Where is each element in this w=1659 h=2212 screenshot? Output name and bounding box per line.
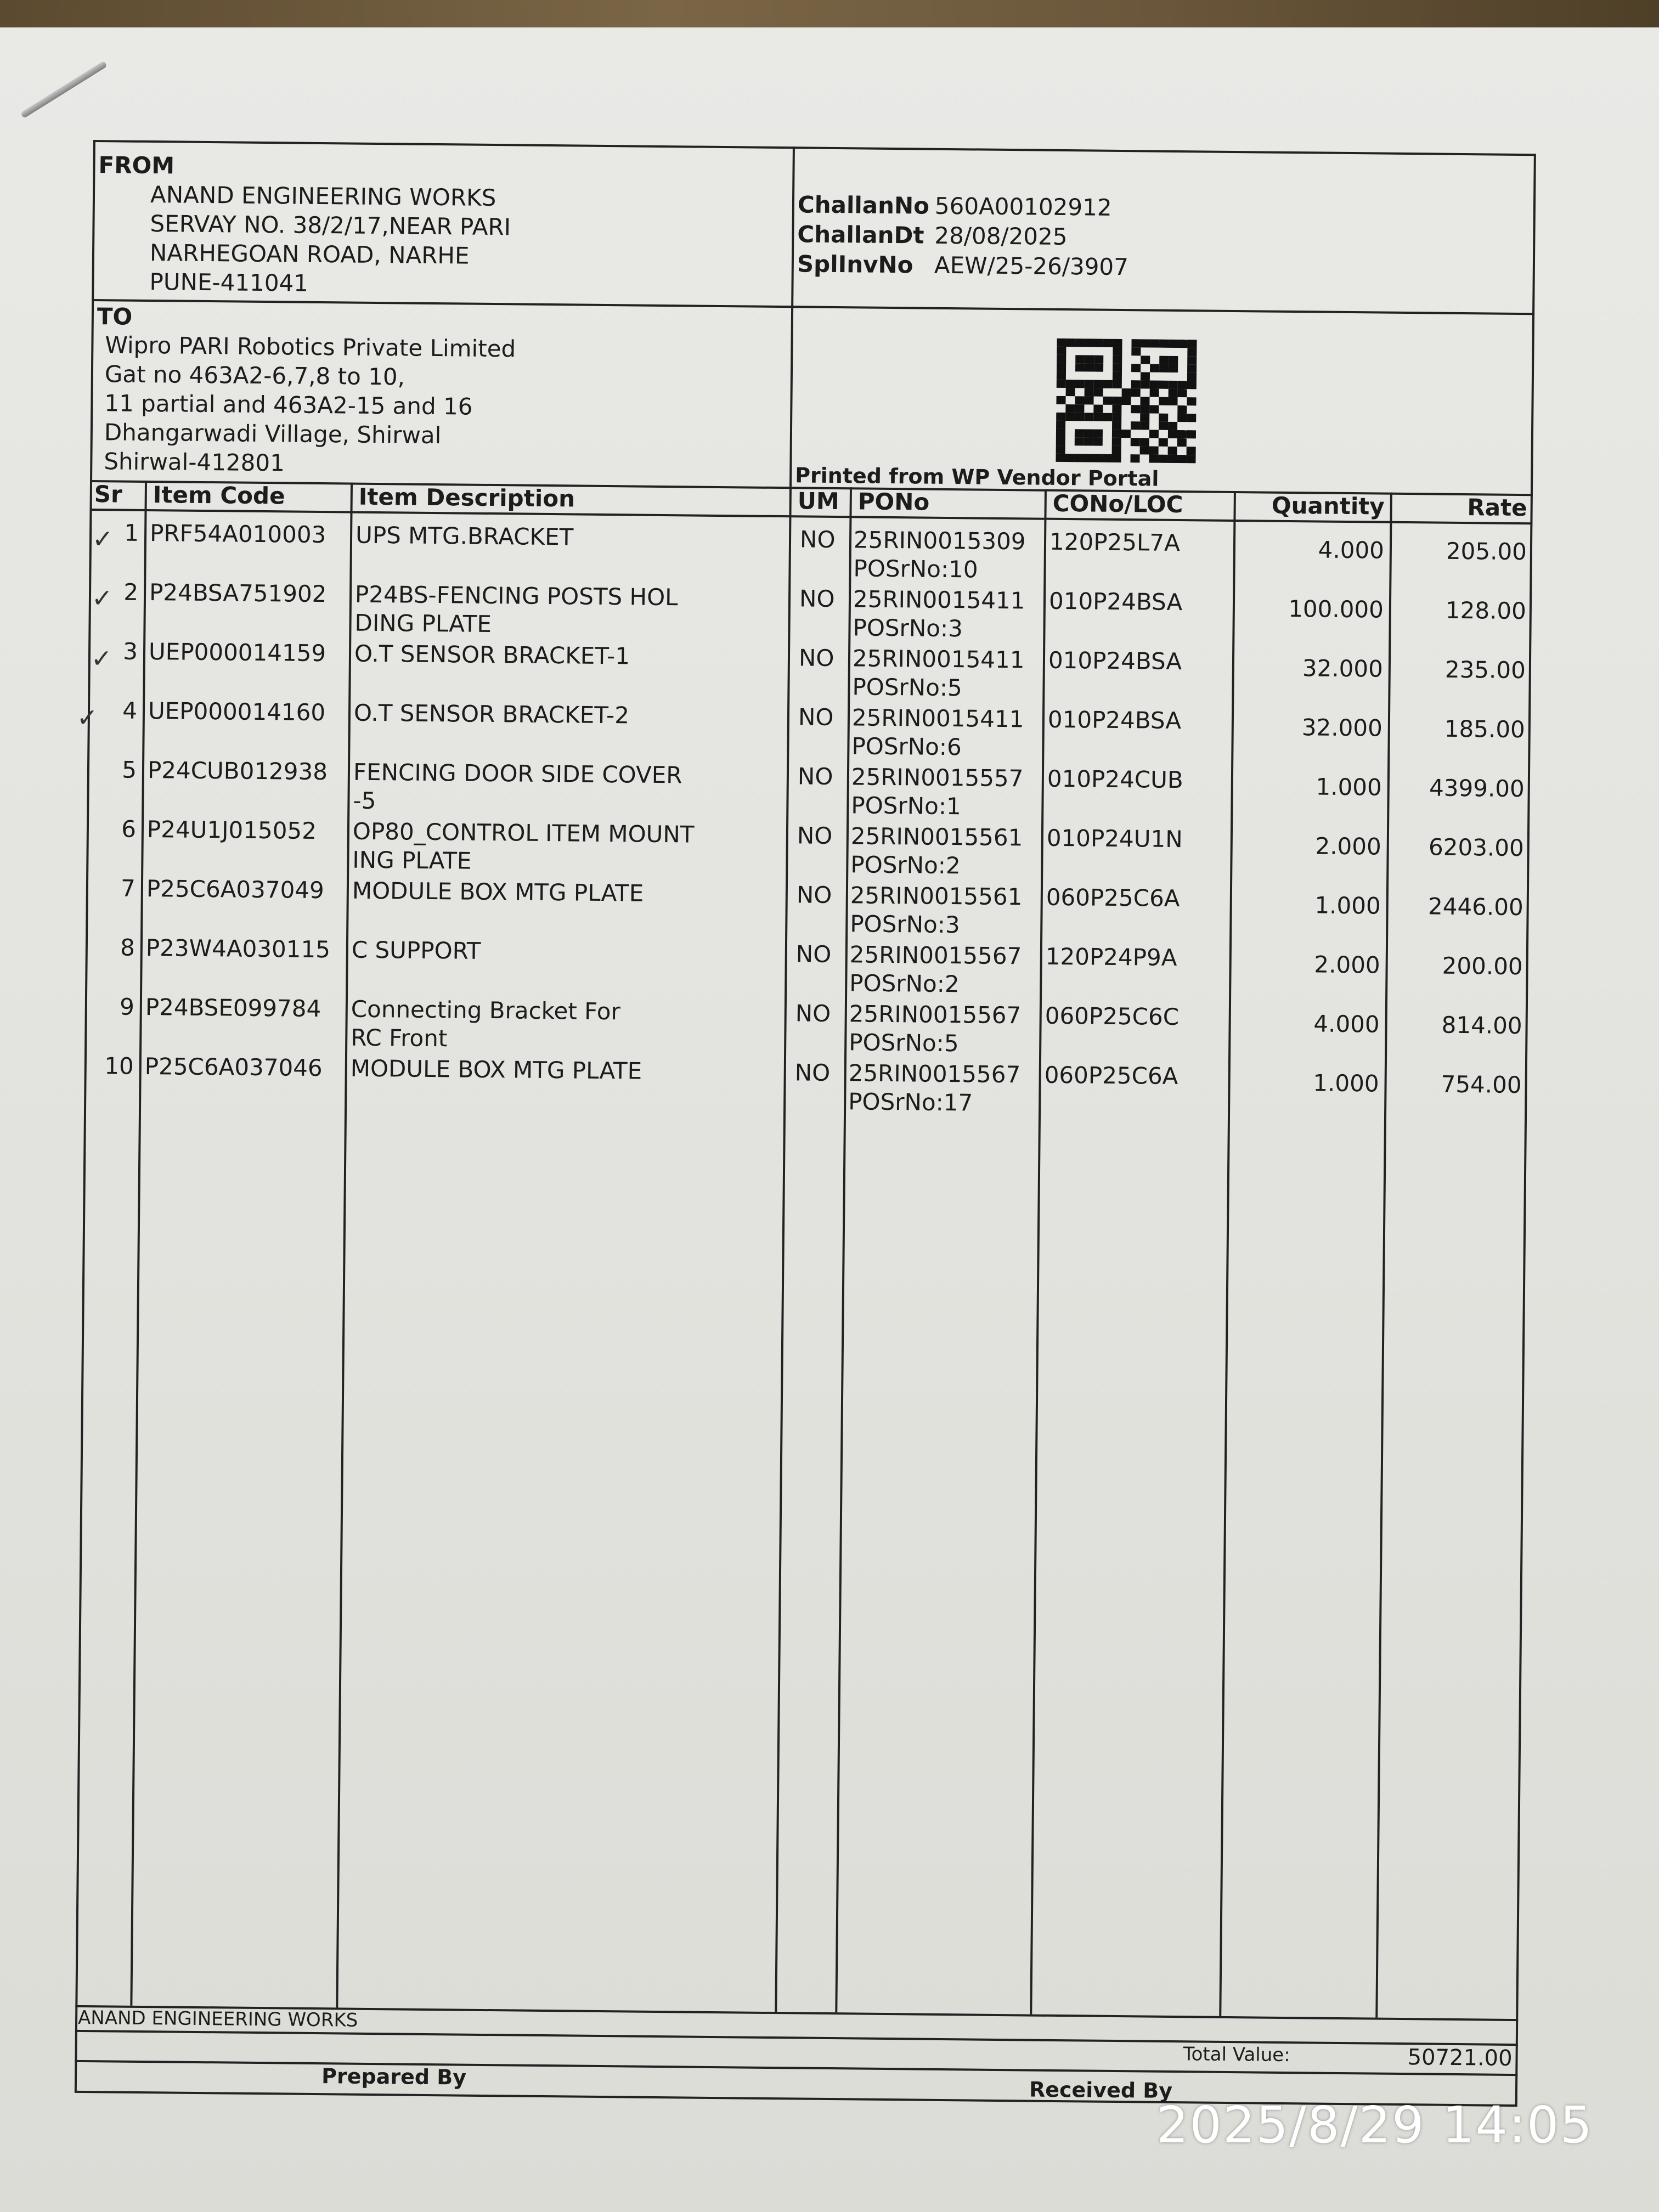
cell-posr: POSrNo:2 bbox=[850, 851, 961, 879]
cell-code: P24U1J015052 bbox=[146, 815, 317, 844]
cell-rate: 205.00 bbox=[1446, 537, 1527, 566]
cell-code: UEP000014159 bbox=[148, 638, 326, 667]
cell-code: P25C6A037049 bbox=[146, 874, 325, 904]
cell-sr: 1 bbox=[124, 519, 139, 546]
cell-desc1: MODULE BOX MTG PLATE bbox=[352, 877, 644, 907]
cell-qty: 2.000 bbox=[1315, 832, 1381, 860]
prepared-by-label: Prepared By bbox=[321, 2064, 467, 2090]
cell-rate: 754.00 bbox=[1441, 1070, 1522, 1099]
cell-sr: 3 bbox=[123, 637, 138, 665]
from-line: SERVAY NO. 38/2/17,NEAR PARI bbox=[150, 210, 511, 241]
check-mark-icon: ✓ bbox=[91, 644, 112, 674]
photo-timestamp: 2025/8/29 14:05 bbox=[1156, 2096, 1593, 2154]
cell-code: P24CUB012938 bbox=[147, 757, 328, 786]
col-header-cono-loc: CONo/LOC bbox=[1052, 489, 1183, 518]
cell-po: 25RIN0015411 bbox=[851, 704, 1024, 733]
cell-rate: 128.00 bbox=[1445, 596, 1527, 625]
cell-posr: POSrNo:5 bbox=[849, 1029, 959, 1057]
cell-posr: POSrNo:10 bbox=[853, 555, 978, 583]
to-line: Shirwal-412801 bbox=[104, 448, 285, 477]
cell-sr: 9 bbox=[119, 993, 135, 1020]
total-value-label: Total Value: bbox=[1183, 2043, 1290, 2067]
received-by-label: Received By bbox=[1029, 2077, 1173, 2103]
from-line: PUNE-411041 bbox=[149, 268, 309, 297]
cell-co: 060P25C6A bbox=[1044, 1061, 1178, 1090]
cell-posr: POSrNo:6 bbox=[851, 732, 962, 761]
cell-po: 25RIN0015567 bbox=[848, 1059, 1021, 1088]
cell-um: NO bbox=[797, 822, 833, 849]
check-mark-icon: ✓ bbox=[92, 524, 114, 554]
cell-code: P24BSA751902 bbox=[149, 579, 327, 608]
cell-po: 25RIN0015411 bbox=[853, 585, 1025, 614]
cell-sr: 6 bbox=[121, 815, 137, 843]
cell-desc1: O.T SENSOR BRACKET-1 bbox=[354, 640, 630, 670]
col-header-um: UM bbox=[797, 487, 839, 515]
cell-rate: 4399.00 bbox=[1429, 774, 1525, 803]
to-line: Gat no 463A2-6,7,8 to 10, bbox=[104, 360, 405, 391]
cell-co: 010P24BSA bbox=[1048, 646, 1182, 675]
spl-inv-value: AEW/25-26/3907 bbox=[934, 251, 1129, 281]
delivery-challan bbox=[75, 140, 1536, 2107]
cell-desc1: MODULE BOX MTG PLATE bbox=[350, 1054, 642, 1085]
cell-po: 25RIN0015561 bbox=[850, 822, 1023, 851]
from-heading: FROM bbox=[98, 151, 175, 179]
col-header-quantity: Quantity bbox=[1271, 492, 1385, 520]
cell-qty: 2.000 bbox=[1314, 951, 1380, 979]
challan-no-label: ChallanNo bbox=[797, 191, 930, 219]
cell-desc1: C SUPPORT bbox=[351, 936, 481, 964]
col-header-item-code: Item Code bbox=[153, 481, 285, 510]
cell-co: 060P25C6C bbox=[1045, 1002, 1180, 1031]
to-line: Wipro PARI Robotics Private Limited bbox=[105, 331, 516, 363]
cell-posr: POSrNo:3 bbox=[853, 614, 963, 642]
cell-posr: POSrNo:2 bbox=[849, 969, 960, 998]
cell-qty: 32.000 bbox=[1302, 654, 1384, 682]
cell-code: P23W4A030115 bbox=[145, 934, 331, 963]
cell-desc2: ING PLATE bbox=[352, 846, 472, 874]
cell-desc2: -5 bbox=[353, 787, 376, 815]
cell-rate: 6203.00 bbox=[1428, 833, 1524, 862]
cell-um: NO bbox=[799, 585, 835, 613]
cell-qty: 4.000 bbox=[1318, 536, 1385, 564]
cell-um: NO bbox=[796, 881, 832, 909]
challan-dt-value: 28/08/2025 bbox=[934, 222, 1068, 251]
cell-desc1: UPS MTG.BRACKET bbox=[355, 521, 574, 551]
cell-desc1: P24BS-FENCING POSTS HOL bbox=[354, 580, 678, 611]
cell-po: 25RIN0015567 bbox=[849, 941, 1022, 970]
cell-co: 120P24P9A bbox=[1045, 943, 1177, 972]
spl-inv-label: SplInvNo bbox=[797, 250, 913, 279]
cell-desc1: FENCING DOOR SIDE COVER bbox=[353, 758, 682, 789]
cell-desc2: RC Front bbox=[351, 1024, 448, 1052]
cell-desc1: OP80_CONTROL ITEM MOUNT bbox=[352, 817, 695, 848]
cell-co: 010P24BSA bbox=[1048, 587, 1183, 616]
cell-um: NO bbox=[799, 526, 836, 554]
cell-co: 010P24U1N bbox=[1046, 824, 1183, 853]
to-heading: TO bbox=[97, 303, 133, 330]
cell-qty: 1.000 bbox=[1313, 1069, 1379, 1097]
col-header-item-description: Item Description bbox=[358, 483, 575, 512]
cell-code: P25C6A037046 bbox=[144, 1052, 323, 1082]
footer-company: ANAND ENGINEERING WORKS bbox=[77, 2006, 358, 2032]
cell-um: NO bbox=[794, 1059, 831, 1086]
cell-rate: 200.00 bbox=[1442, 952, 1523, 980]
total-value-amount: 50721.00 bbox=[1407, 2045, 1513, 2071]
cell-sr: 8 bbox=[120, 934, 136, 961]
cell-co: 010P24CUB bbox=[1047, 765, 1183, 794]
cell-um: NO bbox=[798, 644, 834, 672]
cell-desc1: Connecting Bracket For bbox=[351, 995, 621, 1025]
cell-posr: POSrNo:3 bbox=[850, 910, 960, 939]
from-line: NARHEGOAN ROAD, NARHE bbox=[149, 239, 470, 269]
cell-po: 25RIN0015557 bbox=[851, 763, 1024, 792]
cell-desc2: DING PLATE bbox=[354, 609, 492, 638]
cell-qty: 1.000 bbox=[1316, 773, 1383, 801]
col-header-pono: PONo bbox=[857, 488, 930, 516]
cell-um: NO bbox=[798, 703, 834, 731]
cell-rate: 2446.00 bbox=[1427, 893, 1523, 921]
cell-qty: 4.000 bbox=[1313, 1010, 1380, 1038]
cell-rate: 235.00 bbox=[1444, 656, 1526, 684]
cell-rate: 814.00 bbox=[1441, 1011, 1522, 1040]
cell-sr: 5 bbox=[122, 756, 137, 783]
cell-qty: 100.000 bbox=[1288, 595, 1384, 623]
cell-sr: 2 bbox=[123, 578, 139, 606]
challan-no-value: 560A00102912 bbox=[934, 192, 1112, 221]
cell-po: 25RIN0015309 bbox=[853, 526, 1026, 555]
cell-co: 060P25C6A bbox=[1046, 883, 1180, 912]
check-mark-icon: ✓ bbox=[76, 702, 98, 733]
cell-sr: 7 bbox=[120, 874, 136, 902]
challan-dt-label: ChallanDt bbox=[797, 221, 924, 249]
from-line: ANAND ENGINEERING WORKS bbox=[150, 181, 496, 212]
cell-um: NO bbox=[795, 1000, 831, 1027]
cell-po: 25RIN0015411 bbox=[852, 645, 1025, 674]
col-header-rate: Rate bbox=[1467, 494, 1527, 522]
printed-from-note: Printed from WP Vendor Portal bbox=[794, 463, 1159, 491]
cell-co: 010P24BSA bbox=[1047, 706, 1182, 735]
col-header-sr: Sr bbox=[94, 481, 123, 508]
cell-posr: POSrNo:1 bbox=[851, 792, 961, 820]
check-mark-icon: ✓ bbox=[91, 583, 113, 613]
cell-posr: POSrNo:5 bbox=[852, 673, 963, 702]
to-line: 11 partial and 463A2-15 and 16 bbox=[104, 390, 473, 420]
cell-desc1: O.T SENSOR BRACKET-2 bbox=[353, 699, 630, 729]
qr-code-icon bbox=[1056, 338, 1197, 463]
cell-co: 120P25L7A bbox=[1049, 528, 1181, 557]
cell-po: 25RIN0015567 bbox=[849, 1000, 1022, 1029]
cell-rate: 185.00 bbox=[1444, 715, 1526, 743]
cell-sr: 4 bbox=[122, 697, 138, 724]
cell-posr: POSrNo:17 bbox=[848, 1088, 973, 1116]
cell-code: PRF54A010003 bbox=[149, 520, 326, 549]
cell-sr: 10 bbox=[104, 1052, 134, 1080]
cell-po: 25RIN0015561 bbox=[850, 882, 1023, 911]
to-line: Dhangarwadi Village, Shirwal bbox=[104, 419, 442, 449]
cell-um: NO bbox=[795, 940, 832, 968]
cell-code: P24BSE099784 bbox=[145, 993, 321, 1023]
cell-qty: 32.000 bbox=[1301, 714, 1383, 742]
cell-code: UEP000014160 bbox=[148, 697, 326, 726]
cell-qty: 1.000 bbox=[1314, 891, 1381, 919]
cell-um: NO bbox=[797, 763, 833, 790]
